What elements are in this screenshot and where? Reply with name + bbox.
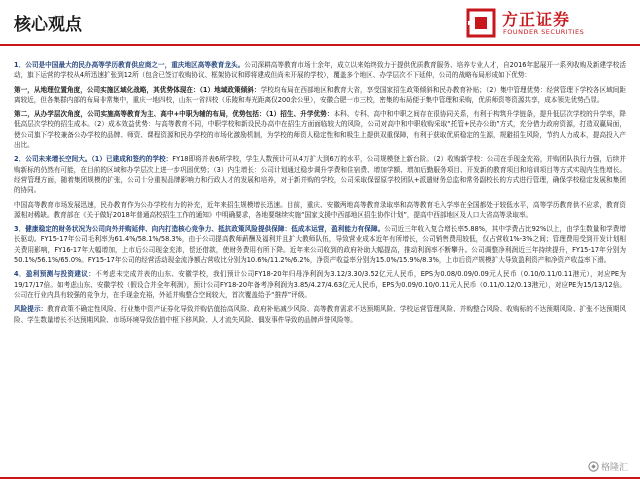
paragraph-body: 公司近三年收入复合增长率5.88%，其中学费占比92%以上，由学生数量和学费增长驱动。FY15-17年公司毛利率为61.4%/58.1%/58.3%，由于公司提高教师薪酬及福利并且扩大教师队伍，导致营业成本近年有所增长，公司销售费用较低，仅占营收1%-3%之间；管理费用受到开发计划相关费用影响，FY16-17年大幅增加，上市后公司现金充沛，偿还借款，使财务费用有所下降。近年来公司收到的政府补助大幅提高，推动利润率不断攀升。公司调整净利润近三年持续提升，FY15-17年分别为50.1%/56.1%/65.0%。FY15-17年公司的经营活动现金流净额占营收比分别为10.6%/11.2%/6.2%，净资产收益率分别为15.0%/15.9%/8.3%，上市后资产规模扩大导致盈利资产和净资产收益率下滑。	[14, 225, 626, 265]
paragraph-forecast	[14, 269, 626, 300]
paragraph-body: 教育政策不确定性风险、行业集中资产证券化导致并购估值抬高风险、政府补贴减少风险、高等教育需求不达预期风险、学校运营管理风险、并购整合风险、收购标的不达预期风险、扩张不达预期风险、学生数量增长不达预期风险、市场环境导致估值中枢下移风险、人才流失风险、偶发事件导致的品牌声誉风险等。	[14, 305, 626, 324]
header-divider	[0, 44, 640, 46]
watermark	[588, 460, 628, 473]
founder-logo-icon	[466, 8, 496, 38]
paragraph-body: 公司深耕高等教育市场十余年，成立以来始终致力于提供优质教育服务、培养专业人才，自2016年起展开一系列收购及新建学校活动，旗下运营的学校从4所迅速扩张到12所（包含已签订收购协议、框架协议和即将建成但尚未开展的学校），覆盖多个地区、办学层次不下延伸，公司的战略布局形成如下优势：	[14, 61, 626, 80]
key-points-body	[14, 60, 626, 452]
brand-name-cn: 方正证券	[502, 10, 571, 29]
brand-name-en: FOUNDER SECURITIES	[503, 28, 585, 36]
paragraph-lead: 第二，从办学层次角度，公司实施高等教育为主、高中+中职为辅的布局，优势包括：（1）招生、升学优势：	[14, 110, 334, 119]
paragraph-geography	[14, 85, 626, 106]
paragraph-risk	[14, 304, 626, 325]
paragraph-company-overview	[14, 60, 626, 81]
paragraph-body: 本科、专科、高中和中职之间存在很协同关系，有利于构筑升学链条，提升低层次学校的升学率，降低高层次学校的招生成本。（2）成本效益优势：与高等教育不同，中职学校和新设民办高中在招生方面面临较大的风险，公司对高中和中职收购采取“托管+民办公助”方式，充分借力政府资源，打造双赢局面，使公司旗下学校兼备公办学校的品牌、师资、课程资源和民办学校的市场化激励机制，为学校的师资人稳定性和和吸生上提供双重保障，有利于获取优质稳定的生源，规避招生风险，节约人力成本，提高投入产出比。	[14, 110, 626, 150]
paragraph-body: FY18即将并表6所学校，学生人数预计可从4万扩大到6万的水平，公司规模登上新台阶。（2）收购新学校：公司在手现金充裕，并购团队执行力强，后续并购新标的仍然有可能，在目前的区域和办学层次上进一步巩固优势；（3）内生增长：公司计划通过稳步调升学费和住宿费、增加学额、增加后勤服务项目、开发新的教育项目和培训项目等方式实现内生性增长。经营管理方面，随着集团规模的扩张，公司十分重视品牌影响力和行政人才的发展和培养，对于新并购的学校，公司采取保留原学校团队+派遣财务总监和常务副校长的方式进行管理，确保学校稳定发展和集团的协同。	[14, 155, 626, 195]
paragraph-body: 中国高等教育市场发展迅速，民办教育作为公办学校有力的补充，近年来招生规模增长迅速。目前，重庆、安徽两地高等教育录取率和高等教育毛入学率在全国都处于较低水平，高等学历教育供不应求，教育资源相对稀缺。教育部在《关于做好2018年普通高校招生工作的通知》中明确要求，各地要继续实施“国家支援中西部地区招生协作计划”，提高中西部地区及人口大省高等录取率。	[14, 200, 626, 219]
paragraph-lead: 4．盈利预测与投资建议：	[14, 270, 96, 279]
page-header	[0, 0, 640, 46]
paragraph-school-levels	[14, 109, 626, 150]
paragraph-market	[14, 200, 626, 221]
paragraph-financials	[14, 224, 626, 265]
paragraph-growth-space	[14, 154, 626, 195]
paragraph-lead: 第一，从地理位置角度，公司实施区域化战略，其优势体现在：（1）地域政策倾斜：	[14, 85, 261, 94]
watermark-text: 格隆汇	[600, 463, 628, 473]
paragraph-lead: 2．公司未来增长空间大。（1）已建成和签约的学校：	[14, 155, 173, 164]
gelonghui-logo-icon	[588, 461, 599, 472]
paragraph-body: 学校均布局在西部地区和教育大省，享受国家招生政策倾斜和民办教育补贴；（2）集中管理优势：经营管理下学校各区域间距离较近，但各集群内部的布局非常集中，重庆一地四校，山东一省四校（乐陵和寿光距离仅200余公里），安徽合肥一市三校，密集的布局便于集中管理和采购，优质师资等资源共享，成本领先优势凸显。	[14, 85, 626, 104]
paragraph-lead: 风险提示：	[14, 305, 48, 314]
brand-logo	[466, 6, 626, 42]
page-title: 核心观点	[14, 15, 82, 35]
paragraph-lead: 1．公司是中国最大的民办高等学历教育供应商之一，重庆地区高等教育龙头。	[14, 61, 245, 69]
paragraph-lead: 3．健康稳定的财务状况为公司向外并购延伸、向内打造核心竞争力、抵抗政策风险提供保障：低成本运营，盈利能力有保障。	[14, 225, 385, 234]
paragraph-body: 不考虑未完成并表的山东、安徽学校，我们预计公司FY18-20年归母净利润为3.12/3.30/3.52亿元人民币，EPS为0.08/0.09/0.09元人民币（0.10/0.11/0.11港元），对应PE为19/17/17倍。如考虑山东、安徽学校（假设合并全年利润），预计公司FY18-20年备考净利润为3.85/4.27/4.63亿元人民币，EPS为0.09/0.10/0.11元人民币（0.11/0.12/0.13港元），对应PE为15/13/12倍。公司在行业内具有较强的竞争力，在手现金充裕，外延并购整合空间较大，首次覆盖给予“推荐”评级。	[14, 270, 626, 299]
